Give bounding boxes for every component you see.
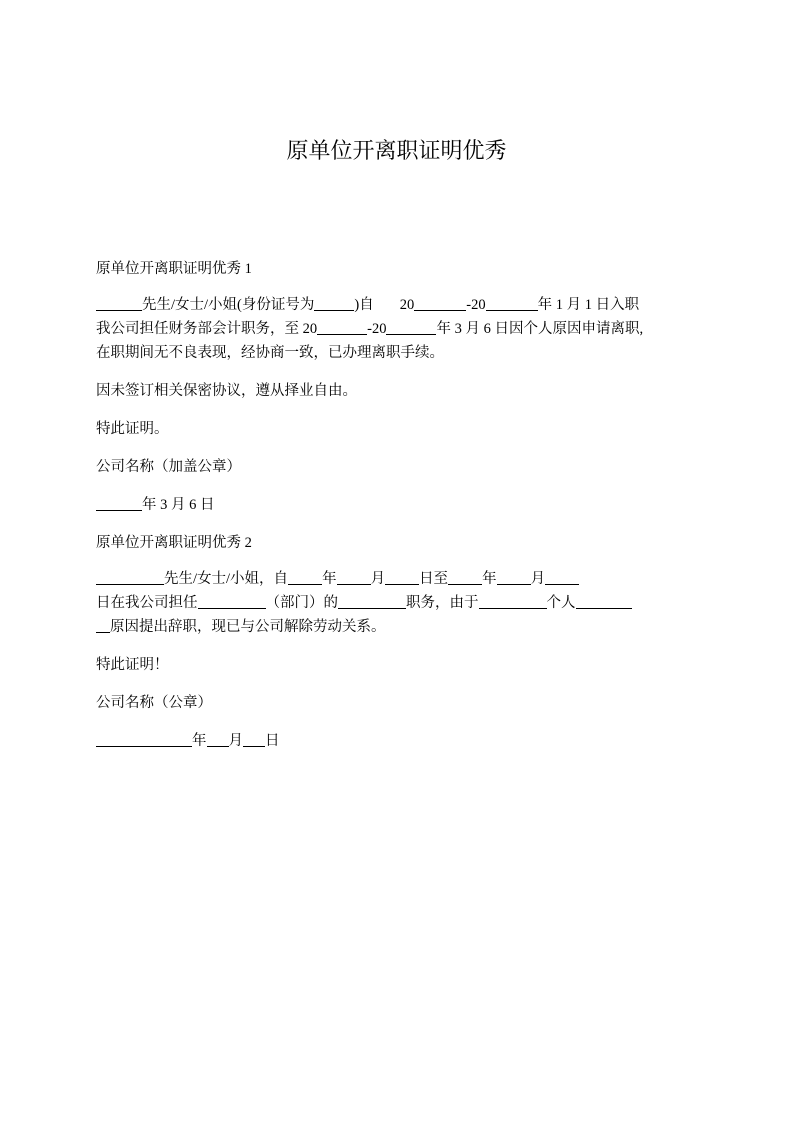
- blank-line[interactable]: [96, 494, 142, 511]
- text-run: 20: [399, 297, 415, 313]
- blank-line[interactable]: [96, 568, 164, 585]
- blank-line[interactable]: [448, 568, 482, 585]
- document-body: [96, 257, 706, 753]
- text-run: -20: [367, 321, 387, 337]
- blank-line[interactable]: [288, 568, 322, 585]
- section-1-paragraph-1: [96, 293, 706, 365]
- text-run: 年 3 月 6 日: [142, 497, 215, 513]
- section-1-date: [96, 493, 706, 517]
- blank-line[interactable]: [338, 592, 406, 609]
- blank-line[interactable]: [317, 318, 367, 335]
- section-heading-2: 原单位开离职证明优秀 2: [96, 535, 252, 551]
- text-run: 月: [530, 571, 546, 587]
- text-run: 年 3 月 6 日因个人原因申请离职,: [436, 321, 644, 337]
- blank-line[interactable]: [386, 318, 436, 335]
- text-run: 年: [322, 571, 337, 587]
- paragraph-line: [96, 567, 706, 591]
- section-heading-1: 原单位开离职证明优秀 1: [96, 261, 252, 277]
- blank-line[interactable]: [243, 730, 265, 747]
- text-run: 个人: [546, 595, 576, 611]
- text-run: 日在我公司担任: [96, 595, 198, 611]
- blank-line[interactable]: [385, 568, 419, 585]
- blank-line[interactable]: [314, 294, 354, 311]
- section-1-company-name: 公司名称（加盖公章）: [96, 459, 241, 475]
- text-run: 年: [482, 571, 497, 587]
- text-run: （部门）的: [265, 595, 338, 611]
- paragraph-line: [96, 293, 706, 317]
- text-run: 先生/女士/小姐，自: [164, 571, 289, 587]
- blank-line[interactable]: [497, 568, 531, 585]
- paragraph-line: [96, 591, 706, 615]
- text-run: 日至: [419, 571, 449, 587]
- text-run: 月: [370, 571, 386, 587]
- blank-line[interactable]: [337, 568, 371, 585]
- blank-line[interactable]: [96, 294, 142, 311]
- text-run: )自: [354, 297, 374, 313]
- text-run: 我公司担任财务部会计职务，至 20: [96, 321, 318, 337]
- text-run: 先生/女士/小姐(身份证号为: [142, 297, 315, 313]
- paragraph-line: [96, 615, 706, 639]
- document-title: 原单位开离职证明优秀: [286, 139, 507, 164]
- paragraph-line: [96, 317, 706, 341]
- blank-line[interactable]: [207, 730, 229, 747]
- text-run: 日: [265, 733, 280, 749]
- blank-line[interactable]: [198, 592, 266, 609]
- blank-line[interactable]: [576, 592, 632, 609]
- blank-line[interactable]: [96, 616, 110, 633]
- text-run: 年 1 月 1 日入职: [537, 297, 640, 313]
- text-run: 月: [228, 733, 243, 749]
- section-1-paragraph-2: 因未签订相关保密协议，遵从择业自由。: [96, 383, 357, 399]
- blank-line[interactable]: [479, 592, 547, 609]
- text-run: 年: [192, 733, 207, 749]
- section-2-paragraph-2: 特此证明！: [96, 657, 169, 673]
- blank-line[interactable]: [414, 294, 466, 311]
- blank-line[interactable]: [96, 730, 192, 747]
- paragraph-line: 在职期间无不良表现，经协商一致，已办理离职手续。: [96, 345, 444, 361]
- section-2-date: [96, 729, 706, 753]
- blank-line[interactable]: [486, 294, 538, 311]
- text-run: 原因提出辞职，现已与公司解除劳动关系。: [110, 619, 386, 635]
- text-run: 职务，由于: [406, 595, 479, 611]
- section-2-paragraph-1: [96, 567, 706, 639]
- section-1-paragraph-3: 特此证明。: [96, 421, 169, 437]
- section-2-company-name: 公司名称（公章）: [96, 695, 212, 711]
- blank-line[interactable]: [545, 568, 579, 585]
- text-run: -20: [466, 297, 486, 313]
